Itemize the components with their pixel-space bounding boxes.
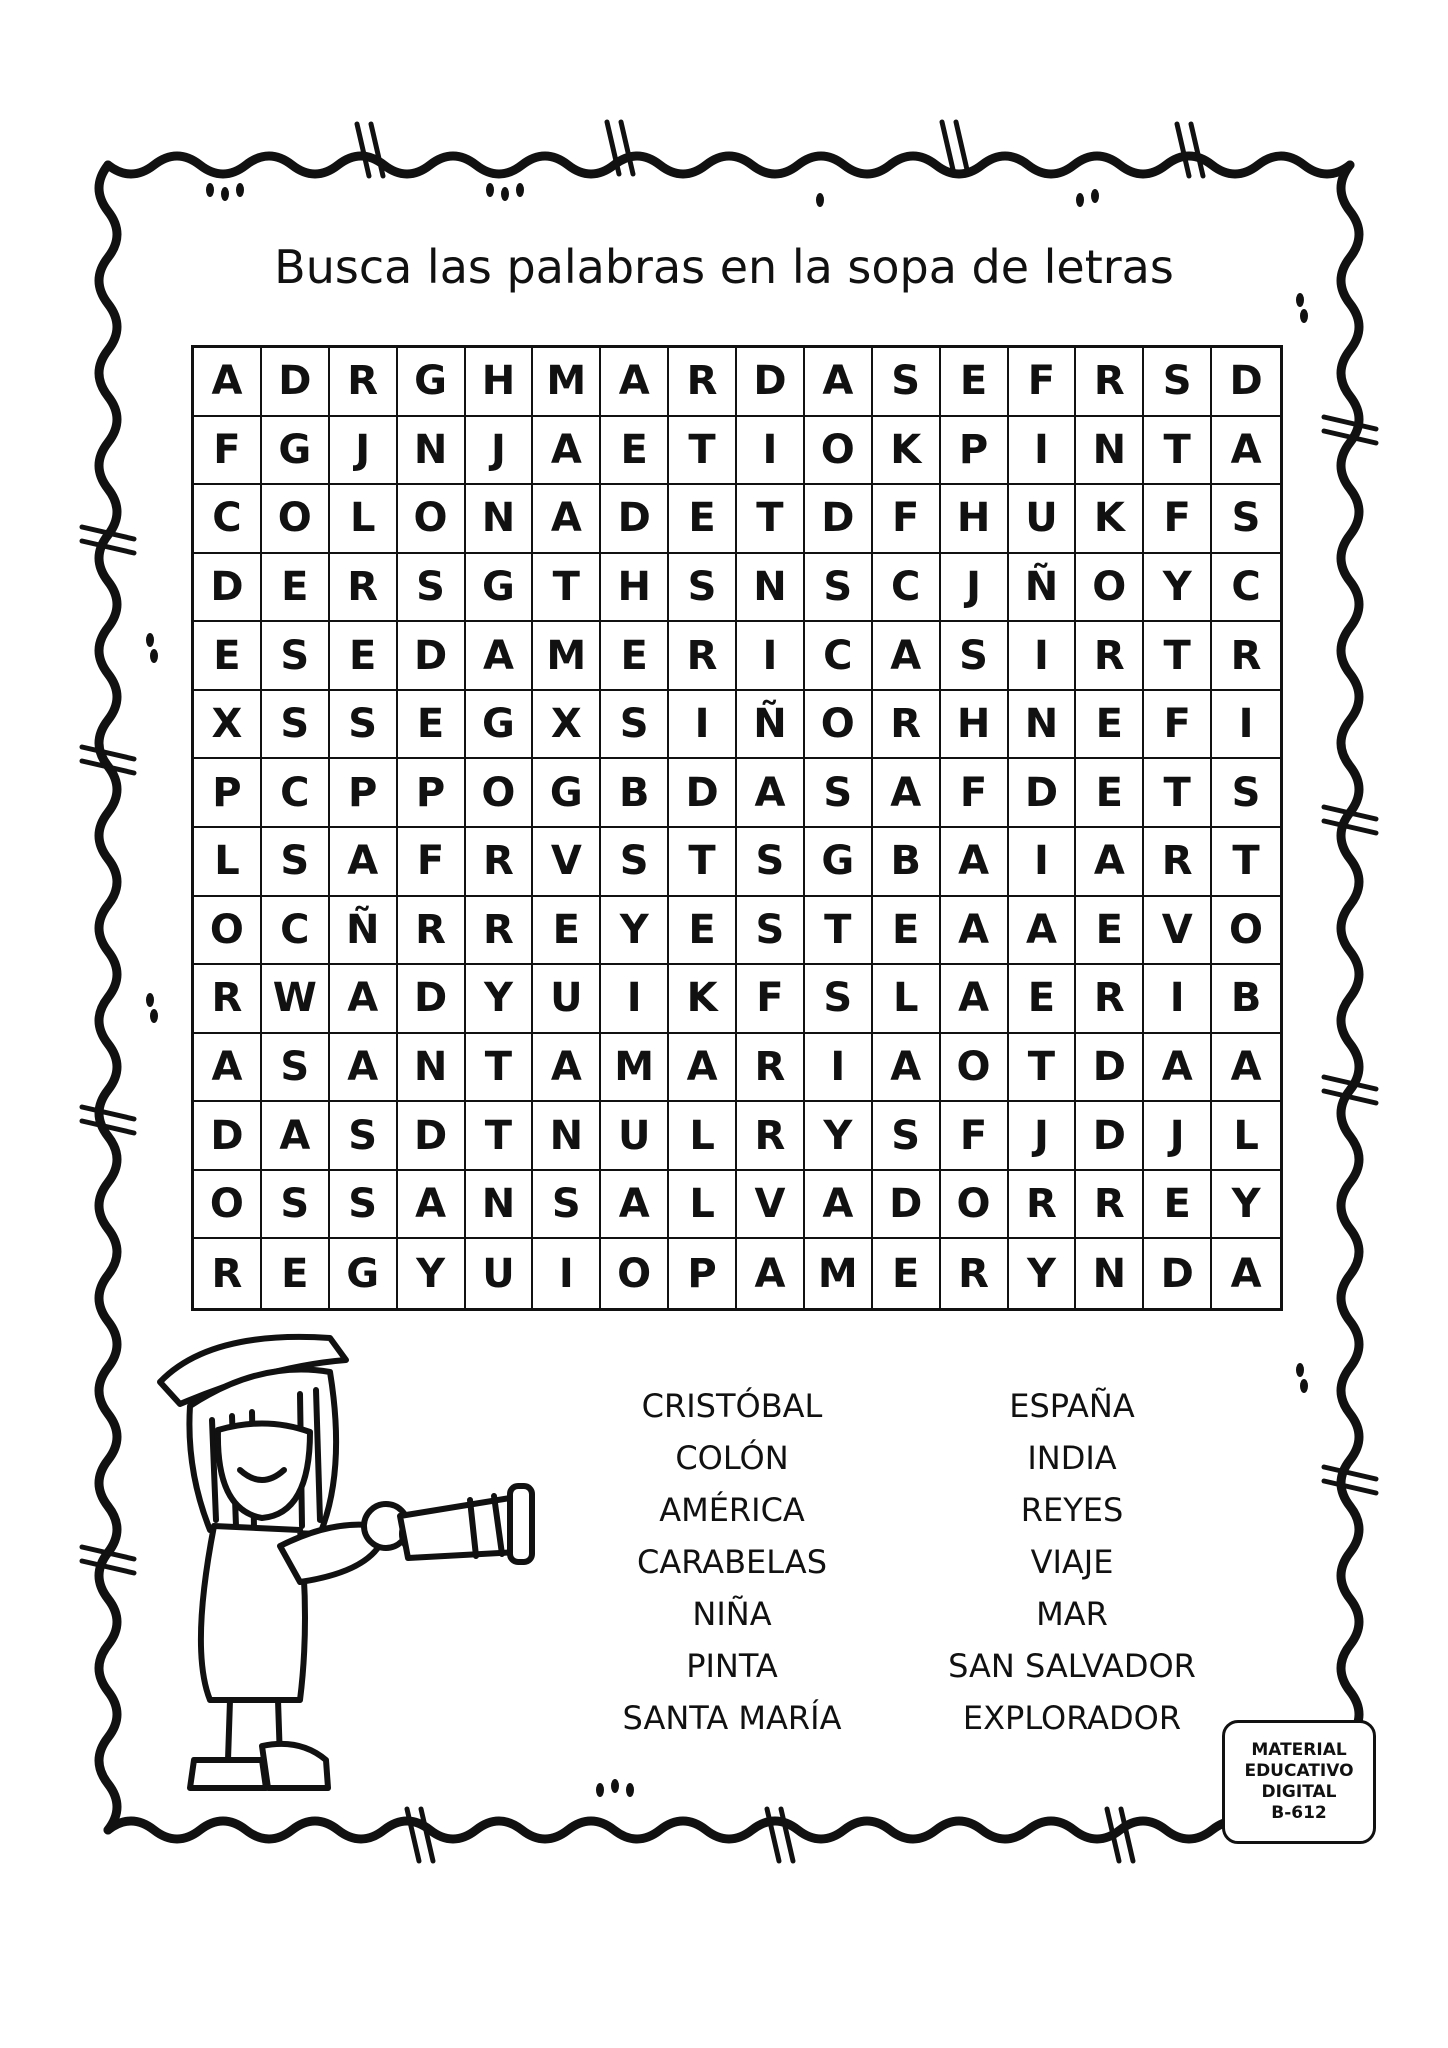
grid-cell: I	[805, 1034, 873, 1103]
grid-cell: O	[805, 417, 873, 486]
grid-cell: O	[398, 485, 466, 554]
border-edge	[99, 165, 117, 1830]
grid-cell: L	[194, 828, 262, 897]
grid-cell: O	[941, 1034, 1009, 1103]
grid-cell: S	[737, 828, 805, 897]
grid-cell: F	[873, 485, 941, 554]
grid-cell: D	[1009, 759, 1077, 828]
border-tick	[1177, 124, 1189, 176]
word-item: AMÉRICA	[659, 1491, 805, 1529]
grid-cell: S	[873, 1102, 941, 1171]
grid-cell: U	[533, 965, 601, 1034]
border-edge	[1341, 165, 1359, 1830]
grid-cell: A	[669, 1034, 737, 1103]
grid-cell: J	[1009, 1102, 1077, 1171]
grid-cell: Y	[466, 965, 534, 1034]
grid-cell: H	[941, 691, 1009, 760]
grid-cell: T	[1144, 622, 1212, 691]
grid-cell: E	[601, 622, 669, 691]
grid-cell: S	[398, 554, 466, 623]
border-tick	[357, 124, 369, 176]
grid-cell: C	[194, 485, 262, 554]
grid-cell: D	[669, 759, 737, 828]
grid-cell: Ñ	[737, 691, 805, 760]
grid-cell: J	[466, 417, 534, 486]
grid-cell: D	[398, 1102, 466, 1171]
grid-cell: W	[262, 965, 330, 1034]
grid-cell: I	[1212, 691, 1280, 760]
grid-cell: A	[941, 897, 1009, 966]
grid-cell: Y	[805, 1102, 873, 1171]
grid-cell: I	[669, 691, 737, 760]
grid-cell: N	[466, 485, 534, 554]
border-dot	[1091, 189, 1099, 203]
grid-cell: I	[1009, 622, 1077, 691]
grid-cell: I	[533, 1239, 601, 1308]
word-item: NIÑA	[692, 1595, 772, 1633]
grid-cell: S	[330, 1102, 398, 1171]
grid-cell: A	[330, 828, 398, 897]
grid-cell: N	[1076, 1239, 1144, 1308]
grid-cell: P	[398, 759, 466, 828]
border-dot	[486, 183, 494, 197]
grid-cell: D	[1144, 1239, 1212, 1308]
grid-cell: R	[1076, 965, 1144, 1034]
grid-cell: A	[194, 1034, 262, 1103]
grid-cell: D	[262, 348, 330, 417]
grid-cell: A	[941, 965, 1009, 1034]
border-dot	[206, 183, 214, 197]
grid-cell: A	[330, 965, 398, 1034]
grid-cell: T	[805, 897, 873, 966]
grid-cell: S	[533, 1171, 601, 1240]
grid-cell: E	[1009, 965, 1077, 1034]
grid-cell: R	[330, 554, 398, 623]
grid-cell: C	[262, 897, 330, 966]
border-tick	[82, 747, 134, 759]
border-dot	[1300, 1379, 1308, 1393]
word-item: PINTA	[686, 1647, 778, 1685]
badge-line: DIGITAL	[1261, 1782, 1337, 1802]
grid-cell: I	[1009, 828, 1077, 897]
border-tick	[1324, 1481, 1376, 1493]
grid-cell: A	[1212, 1034, 1280, 1103]
grid-cell: A	[398, 1171, 466, 1240]
grid-cell: A	[941, 828, 1009, 897]
grid-cell: R	[1076, 622, 1144, 691]
border-dot	[501, 187, 509, 201]
grid-cell: L	[669, 1102, 737, 1171]
grid-cell: T	[466, 1034, 534, 1103]
grid-cell: K	[669, 965, 737, 1034]
grid-cell: M	[533, 348, 601, 417]
badge-line: MATERIAL	[1251, 1740, 1347, 1760]
grid-cell: B	[601, 759, 669, 828]
grid-cell: A	[533, 485, 601, 554]
grid-cell: Y	[1212, 1171, 1280, 1240]
grid-cell: A	[1076, 828, 1144, 897]
border-dot	[1300, 309, 1308, 323]
grid-cell: F	[1009, 348, 1077, 417]
grid-cell: I	[1144, 965, 1212, 1034]
border-dot	[516, 183, 524, 197]
grid-cell: A	[330, 1034, 398, 1103]
grid-cell: D	[1076, 1102, 1144, 1171]
grid-cell: I	[737, 622, 805, 691]
grid-cell: T	[1144, 417, 1212, 486]
grid-cell: E	[262, 554, 330, 623]
grid-cell: R	[669, 622, 737, 691]
border-dot	[1296, 293, 1304, 307]
grid-cell: P	[330, 759, 398, 828]
grid-cell: S	[262, 1171, 330, 1240]
grid-cell: V	[737, 1171, 805, 1240]
grid-cell: F	[941, 759, 1009, 828]
grid-cell: H	[941, 485, 1009, 554]
grid-cell: P	[194, 759, 262, 828]
grid-cell: R	[1076, 1171, 1144, 1240]
border-dot	[596, 1783, 604, 1797]
grid-cell: K	[873, 417, 941, 486]
grid-cell: A	[805, 1171, 873, 1240]
grid-cell: E	[533, 897, 601, 966]
grid-cell: S	[669, 554, 737, 623]
border-edge	[108, 1821, 1350, 1839]
grid-cell: T	[1212, 828, 1280, 897]
grid-cell: E	[1076, 759, 1144, 828]
grid-cell: N	[1009, 691, 1077, 760]
grid-cell: E	[873, 897, 941, 966]
grid-cell: T	[1009, 1034, 1077, 1103]
grid-cell: O	[194, 897, 262, 966]
border-tick	[621, 122, 633, 174]
grid-cell: T	[669, 417, 737, 486]
grid-cell: S	[737, 897, 805, 966]
border-tick	[1324, 821, 1376, 833]
grid-cell: Y	[1144, 554, 1212, 623]
border-tick	[407, 1809, 419, 1861]
grid-cell: G	[398, 348, 466, 417]
grid-cell: E	[330, 622, 398, 691]
grid-cell: G	[262, 417, 330, 486]
grid-cell: G	[466, 554, 534, 623]
grid-cell: Ñ	[330, 897, 398, 966]
grid-cell: D	[194, 1102, 262, 1171]
border-tick	[82, 1561, 134, 1573]
grid-cell: A	[873, 622, 941, 691]
grid-cell: S	[262, 828, 330, 897]
grid-cell: J	[941, 554, 1009, 623]
grid-cell: Y	[601, 897, 669, 966]
grid-cell: E	[941, 348, 1009, 417]
word-list-left	[572, 1380, 892, 1744]
grid-cell: Ñ	[1009, 554, 1077, 623]
grid-cell: R	[737, 1034, 805, 1103]
grid-cell: E	[1076, 897, 1144, 966]
grid-cell: A	[601, 348, 669, 417]
word-item: COLÓN	[675, 1439, 789, 1477]
grid-cell: V	[1144, 897, 1212, 966]
grid-cell: R	[194, 1239, 262, 1308]
grid-cell: S	[1144, 348, 1212, 417]
grid-cell: N	[1076, 417, 1144, 486]
border-edge	[108, 156, 1350, 174]
word-item: CARABELAS	[637, 1543, 827, 1581]
grid-cell: T	[737, 485, 805, 554]
grid-cell: R	[1076, 348, 1144, 417]
grid-cell: G	[330, 1239, 398, 1308]
word-item: ESPAÑA	[1009, 1387, 1135, 1425]
grid-cell: N	[398, 417, 466, 486]
grid-cell: S	[262, 1034, 330, 1103]
grid-cell: O	[805, 691, 873, 760]
grid-cell: I	[601, 965, 669, 1034]
grid-cell: A	[873, 1034, 941, 1103]
grid-cell: S	[805, 759, 873, 828]
grid-cell: A	[805, 348, 873, 417]
child-with-telescope-icon	[150, 1320, 540, 1800]
border-dot	[221, 187, 229, 201]
grid-cell: S	[1212, 759, 1280, 828]
grid-cell: F	[941, 1102, 1009, 1171]
grid-cell: S	[873, 348, 941, 417]
border-tick	[781, 1809, 793, 1861]
grid-cell: A	[1144, 1034, 1212, 1103]
grid-cell: S	[262, 691, 330, 760]
grid-cell: N	[737, 554, 805, 623]
grid-cell: O	[466, 759, 534, 828]
grid-cell: U	[466, 1239, 534, 1308]
grid-cell: U	[1009, 485, 1077, 554]
word-item: CRISTÓBAL	[641, 1387, 823, 1425]
grid-cell: M	[601, 1034, 669, 1103]
grid-cell: X	[533, 691, 601, 760]
badge-line: B-612	[1271, 1803, 1327, 1823]
grid-cell: D	[601, 485, 669, 554]
grid-cell: L	[330, 485, 398, 554]
grid-cell: A	[737, 1239, 805, 1308]
grid-cell: B	[873, 828, 941, 897]
border-dot	[1296, 1363, 1304, 1377]
grid-cell: S	[262, 622, 330, 691]
grid-cell: Y	[398, 1239, 466, 1308]
grid-cell: E	[601, 417, 669, 486]
border-dot	[150, 1009, 158, 1023]
grid-cell: T	[466, 1102, 534, 1171]
border-dot	[146, 993, 154, 1007]
word-item: REYES	[1020, 1491, 1124, 1529]
grid-cell: C	[262, 759, 330, 828]
grid-cell: J	[1144, 1102, 1212, 1171]
grid-cell: U	[601, 1102, 669, 1171]
border-tick	[82, 1107, 134, 1119]
grid-cell: N	[533, 1102, 601, 1171]
grid-cell: R	[398, 897, 466, 966]
grid-cell: A	[1212, 417, 1280, 486]
grid-cell: S	[330, 691, 398, 760]
grid-cell: R	[466, 828, 534, 897]
grid-cell: O	[1212, 897, 1280, 966]
grid-cell: G	[805, 828, 873, 897]
grid-cell: L	[873, 965, 941, 1034]
grid-cell: Y	[1009, 1239, 1077, 1308]
grid-cell: E	[669, 485, 737, 554]
grid-cell: A	[262, 1102, 330, 1171]
word-item: SAN SALVADOR	[948, 1647, 1196, 1685]
word-search-grid	[191, 345, 1283, 1311]
grid-cell: E	[1144, 1171, 1212, 1240]
border-dot	[150, 649, 158, 663]
word-list-right	[912, 1380, 1232, 1744]
grid-cell: G	[533, 759, 601, 828]
grid-cell: F	[194, 417, 262, 486]
grid-cell: S	[1212, 485, 1280, 554]
grid-cell: F	[1144, 691, 1212, 760]
grid-cell: D	[1076, 1034, 1144, 1103]
grid-cell: P	[941, 417, 1009, 486]
grid-cell: L	[669, 1171, 737, 1240]
grid-cell: A	[873, 759, 941, 828]
grid-cell: D	[398, 965, 466, 1034]
grid-cell: C	[873, 554, 941, 623]
grid-cell: J	[330, 417, 398, 486]
grid-cell: D	[873, 1171, 941, 1240]
grid-cell: A	[194, 348, 262, 417]
grid-cell: R	[466, 897, 534, 966]
grid-cell: D	[194, 554, 262, 623]
grid-cell: C	[805, 622, 873, 691]
grid-cell: T	[669, 828, 737, 897]
material-educativo-badge	[1222, 1720, 1376, 1844]
grid-cell: S	[805, 554, 873, 623]
grid-cell: R	[330, 348, 398, 417]
grid-cell: S	[941, 622, 1009, 691]
grid-cell: R	[1144, 828, 1212, 897]
grid-cell: I	[1009, 417, 1077, 486]
grid-cell: A	[737, 759, 805, 828]
border-tick	[1324, 417, 1376, 429]
grid-cell: O	[601, 1239, 669, 1308]
grid-cell: O	[262, 485, 330, 554]
grid-cell: E	[262, 1239, 330, 1308]
grid-cell: C	[1212, 554, 1280, 623]
grid-cell: F	[737, 965, 805, 1034]
border-dot	[1076, 193, 1084, 207]
border-tick	[956, 122, 968, 174]
word-item: SANTA MARÍA	[622, 1699, 842, 1737]
grid-cell: R	[873, 691, 941, 760]
grid-cell: O	[1076, 554, 1144, 623]
grid-cell: O	[941, 1171, 1009, 1240]
grid-cell: S	[601, 691, 669, 760]
grid-cell: H	[466, 348, 534, 417]
worksheet-title: Busca las palabras en la sopa de letras	[274, 240, 1174, 294]
grid-cell: S	[330, 1171, 398, 1240]
grid-cell: I	[737, 417, 805, 486]
grid-cell: O	[194, 1171, 262, 1240]
grid-cell: E	[669, 897, 737, 966]
grid-cell: A	[601, 1171, 669, 1240]
grid-cell: L	[1212, 1102, 1280, 1171]
grid-cell: A	[1009, 897, 1077, 966]
border-dot	[146, 633, 154, 647]
grid-cell: X	[194, 691, 262, 760]
border-tick	[371, 124, 383, 176]
grid-cell: D	[1212, 348, 1280, 417]
border-tick	[1121, 1809, 1133, 1861]
grid-cell: S	[805, 965, 873, 1034]
grid-cell: A	[533, 417, 601, 486]
grid-cell: F	[398, 828, 466, 897]
grid-cell: M	[805, 1239, 873, 1308]
border-tick	[1191, 124, 1203, 176]
grid-cell: D	[398, 622, 466, 691]
grid-cell: R	[737, 1102, 805, 1171]
word-item: EXPLORADOR	[962, 1699, 1182, 1737]
grid-cell: H	[601, 554, 669, 623]
grid-cell: V	[533, 828, 601, 897]
grid-cell: N	[466, 1171, 534, 1240]
grid-cell: N	[398, 1034, 466, 1103]
grid-cell: E	[194, 622, 262, 691]
border-dot	[236, 183, 244, 197]
grid-cell: K	[1076, 485, 1144, 554]
grid-cell: S	[601, 828, 669, 897]
grid-cell: A	[533, 1034, 601, 1103]
grid-cell: R	[1009, 1171, 1077, 1240]
border-dot	[611, 1779, 619, 1793]
word-item: INDIA	[1027, 1439, 1117, 1477]
grid-cell: R	[669, 348, 737, 417]
grid-cell: R	[194, 965, 262, 1034]
grid-cell: B	[1212, 965, 1280, 1034]
border-dot	[626, 1783, 634, 1797]
grid-cell: G	[466, 691, 534, 760]
border-tick	[1324, 1467, 1376, 1479]
grid-cell: A	[466, 622, 534, 691]
border-dot	[816, 193, 824, 207]
word-item: MAR	[1036, 1595, 1108, 1633]
grid-cell: D	[805, 485, 873, 554]
grid-cell: M	[533, 622, 601, 691]
grid-cell: F	[1144, 485, 1212, 554]
grid-cell: T	[1144, 759, 1212, 828]
grid-cell: R	[941, 1239, 1009, 1308]
grid-cell: E	[398, 691, 466, 760]
grid-cell: E	[1076, 691, 1144, 760]
grid-cell: P	[669, 1239, 737, 1308]
grid-cell: A	[1230, 1250, 1262, 1297]
grid-cell: T	[533, 554, 601, 623]
grid-cell: D	[737, 348, 805, 417]
badge-line: EDUCATIVO	[1244, 1761, 1354, 1781]
grid-cell: E	[873, 1239, 941, 1308]
grid-cell: R	[1212, 622, 1280, 691]
word-item: VIAJE	[1030, 1543, 1114, 1581]
